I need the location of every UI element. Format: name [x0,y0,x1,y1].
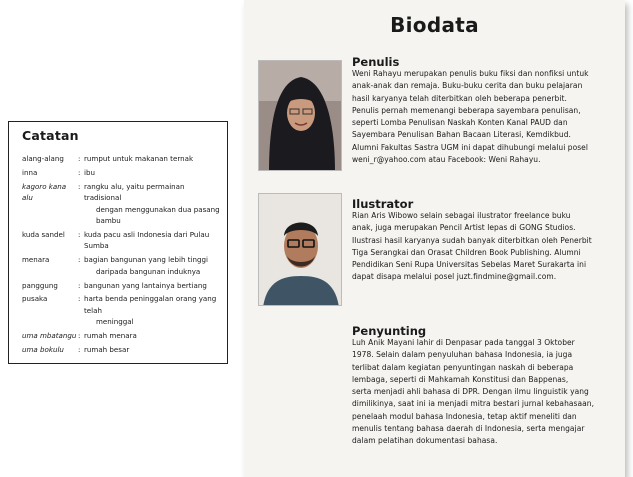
glossary-definition-line: daripada bangunan induknya [96,266,201,276]
penulis-heading: Penulis [352,55,400,69]
glossary-entry [22,229,220,252]
glossary-colon: : [78,167,81,177]
glossary-colon: : [78,345,81,355]
penyunting-text-line: terlibat dalam kegiatan penyuntingan naskah di beberapa [352,362,574,372]
glossary-definition [84,254,220,277]
penulis-text-line: Sayembara Penulisan Bahan Bacaan Literasi, Kemdikbud. [352,130,571,140]
ilustrator-text-line: anak, juga merupakan Pencil Artist lepas di GONG Studios. [352,223,576,233]
glossary-entry [22,153,220,164]
glossary-term: alang-alang [22,154,64,163]
glossary-colon: : [78,294,81,304]
glossary-colon: : [78,255,81,265]
catatan-box [8,121,228,364]
ilustrator-text-line: Ilustrasi hasil karyanya sudah banyak diterbitkan oleh Penerbit [352,235,592,245]
glossary-colon: : [78,154,81,163]
penyunting-text-line: 1978. Selain dalam penyuluhan bahasa Indonesia, ia juga [352,350,573,360]
glossary-definition-line: kuda pacu asli Indonesia dari Pulau Sumba [84,229,210,251]
glossary-definition [84,181,220,227]
penulis-text-line: hasil karyanya telah diterbitkan oleh beberapa penerbit. [352,93,567,103]
penyunting-text-line: dimilikinya, saat ini ia menjadi mitra bestari jurnal kebahasaan, [352,399,595,409]
penulis-photo [258,60,342,171]
ilustrator-portrait-image [259,194,342,306]
glossary-term: inna [22,167,38,177]
penulis-text-line: weni_r@yahoo.com atau Facebook: Weni Rahayu. [352,155,541,165]
glossary-definition-line: bangunan yang lantainya bertiang [84,280,207,290]
penulis-portrait-image [259,61,342,171]
penulis-text-line: anak-anak dan remaja. Buku-buku cerita dan buku pelajaran [352,81,583,91]
glossary-entry [22,254,220,277]
glossary-list [22,153,220,356]
glossary-entry [22,181,220,227]
penulis-text [352,68,616,166]
glossary-term: uma bokulu [22,345,64,355]
glossary-term: panggung [22,280,58,290]
glossary-entry [22,293,220,327]
glossary-term: pusaka [22,294,48,304]
penyunting-heading: Penyunting [352,324,427,338]
glossary-colon: : [78,229,81,239]
glossary-definition-line: bagian bangunan yang lebih tinggi [84,255,208,265]
penulis-text-line: Penulis pernah memenangi beberapa sayembara penulisan, [352,105,581,115]
glossary-definition-line: rumah besar [84,345,130,355]
glossary-definition [84,330,220,341]
penulis-text-line: seperti Lomba Penulisan Naskah Konten Kanal PAUD dan [352,118,568,128]
glossary-entry [22,167,220,178]
biodata-title: Biodata [390,13,479,37]
glossary-term: kagoro kana alu [22,181,67,203]
ilustrator-text-line: Pendidikan Seni Rupa Universitas Sebelas Maret Surakarta ini [352,260,587,270]
glossary-definition-line: rangku alu, yaitu permainan tradisional [84,181,185,203]
glossary-definition [84,167,220,178]
glossary-definition [84,344,220,355]
glossary-entry [22,344,220,355]
glossary-term: uma mbatangu [22,331,77,341]
glossary-term: menara [22,255,50,265]
glossary-definition-line: meninggal [96,317,134,327]
glossary-definition [84,153,220,164]
glossary-definition-line: rumah menara [84,331,137,341]
penyunting-text [352,337,618,448]
ilustrator-text-line: Tiga Serangkai dan Orasat Children Book Publishing. Alumni [352,247,581,257]
glossary-colon: : [78,331,81,341]
penyunting-text-line: serta menjadi ahli bahasa di DPR. Dengan ilmu linguistik yang [352,387,589,397]
glossary-definition-line: ibu [84,167,95,177]
glossary-definition-line: rumput untuk makanan ternak [84,154,194,163]
glossary-definition [84,280,220,291]
ilustrator-heading: Ilustrator [352,197,414,211]
penyunting-text-line: menulis tentang bahasa daerah di Indonesia, serta mengajar [352,424,585,434]
penulis-text-line: Weni Rahayu merupakan penulis buku fiksi dan nonfiksi untuk [352,69,589,78]
glossary-term: kuda sandel [22,229,65,239]
glossary-entry [22,280,220,291]
penulis-text-line: Alumni Fakultas Sastra UGM ini dapat dihubungi melalui posel [352,142,588,152]
catatan-title: Catatan [22,128,79,143]
glossary-entry [22,330,220,341]
penyunting-text-line: Luh Anik Mayani lahir di Denpasar pada tanggal 3 Oktober [352,338,575,347]
glossary-definition [84,229,220,252]
glossary-colon: : [78,181,81,191]
ilustrator-text-line: Rian Aris Wibowo selain sebagai ilustrator freelance buku [352,211,571,220]
biodata-panel [244,0,625,477]
glossary-definition [84,293,220,327]
glossary-colon: : [78,280,81,290]
glossary-definition-line: dengan menggunakan dua pasang bambu [96,204,220,226]
penyunting-text-line: lembaga, seperti di Mahkamah Konstitusi dan Bappenas, [352,374,569,384]
ilustrator-photo [258,193,342,306]
penyunting-text-line: penelaah modul bahasa Indonesia, tetap aktif meneliti dan [352,411,577,421]
glossary-definition-line: harta benda peninggalan orang yang telah [84,294,217,315]
penyunting-text-line: dalam pelatihan dokumentasi bahasa. [352,436,498,446]
ilustrator-text [352,210,616,284]
ilustrator-text-line: dapat disapa melalui posel juzt.findmine@gmail.com. [352,272,557,282]
